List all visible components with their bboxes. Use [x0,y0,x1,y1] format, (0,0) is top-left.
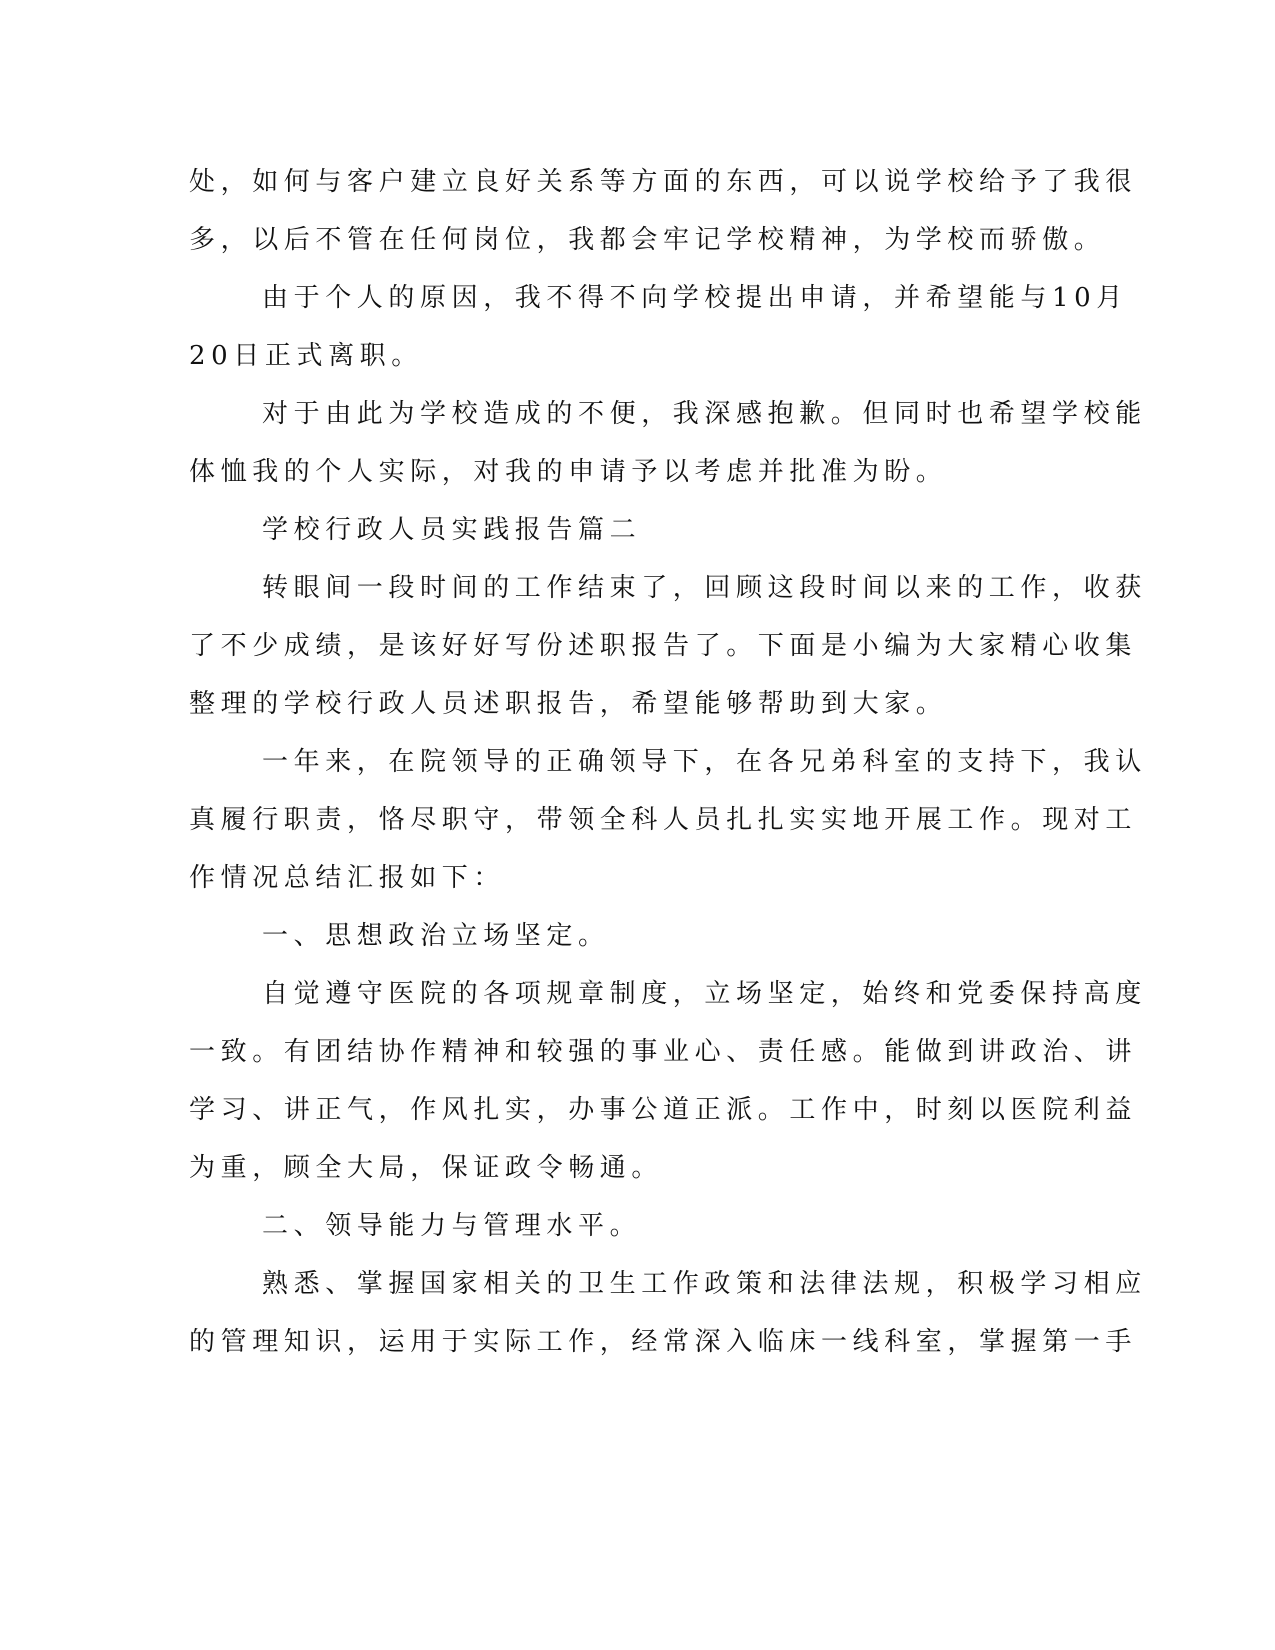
paragraph-line: 对于由此为学校造成的不便，我深感抱歉。但同时也希望学校能 [262,399,1147,429]
paragraph-line: 熟悉、掌握国家相关的卫生工作政策和法律法规，积极学习相应 [262,1269,1147,1299]
paragraph-line: 一年来，在院领导的正确领导下，在各兄弟科室的支持下，我认 [262,747,1147,777]
section-heading: 二、领导能力与管理水平。 [262,1211,642,1241]
paragraph-line: 学习、讲正气，作风扎实，办事公道正派。工作中，时刻以医院利益 [189,1095,1138,1125]
paragraph-line: 由于个人的原因，我不得不向学校提出申请，并希望能与10月 [262,283,1128,313]
paragraph-line: 体恤我的个人实际，对我的申请予以考虑并批准为盼。 [189,457,948,487]
paragraph-line: 一致。有团结协作精神和较强的事业心、责任感。能做到讲政治、讲 [189,1037,1138,1067]
paragraph-line: 20日正式离职。 [189,341,423,371]
paragraph-line: 自觉遵守医院的各项规章制度，立场坚定，始终和党委保持高度 [262,979,1147,1009]
paragraph-line: 真履行职责，恪尽职守，带领全科人员扎扎实实地开展工作。现对工 [189,805,1138,835]
paragraph-line: 作情况总结汇报如下： [189,863,506,893]
paragraph-line: 转眼间一段时间的工作结束了，回顾这段时间以来的工作，收获 [262,573,1147,603]
paragraph-line: 整理的学校行政人员述职报告，希望能够帮助到大家。 [189,689,948,719]
paragraph-line: 为重，顾全大局，保证政令畅通。 [189,1153,664,1183]
section-heading: 学校行政人员实践报告篇二 [262,515,642,545]
section-heading: 一、思想政治立场坚定。 [262,921,610,951]
paragraph-line: 处，如何与客户建立良好关系等方面的东西，可以说学校给予了我很 [189,167,1138,197]
paragraph-line: 多，以后不管在任何岗位，我都会牢记学校精神，为学校而骄傲。 [189,225,1106,255]
paragraph-line: 的管理知识，运用于实际工作，经常深入临床一线科室，掌握第一手 [189,1327,1138,1357]
paragraph-line: 了不少成绩，是该好好写份述职报告了。下面是小编为大家精心收集 [189,631,1138,661]
